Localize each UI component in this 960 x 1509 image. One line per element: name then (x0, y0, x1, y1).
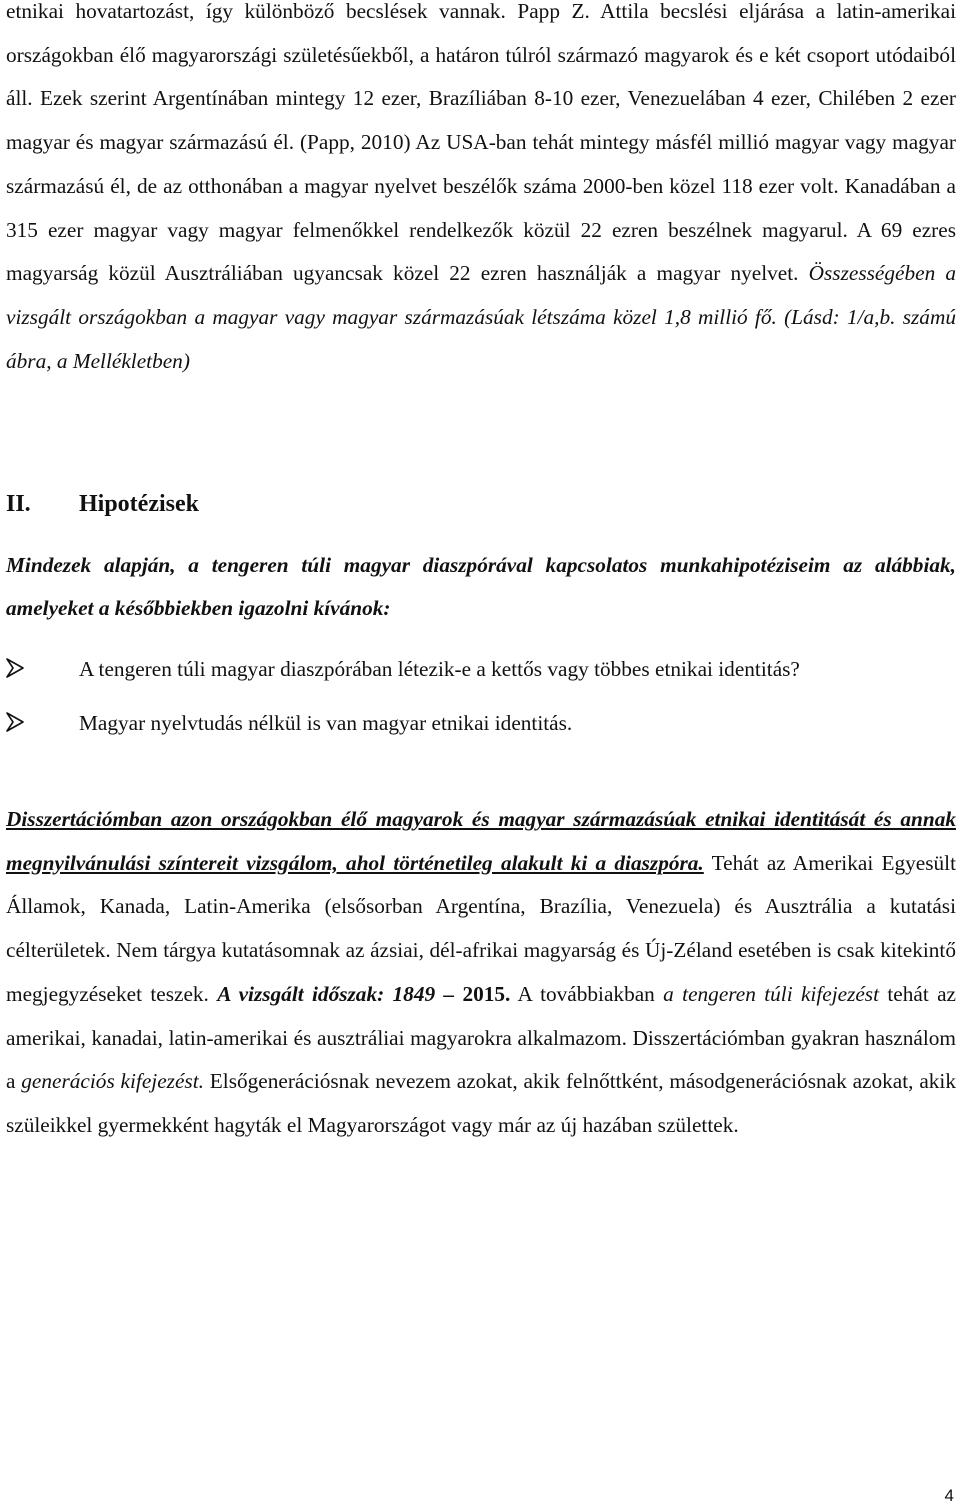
period-end-year: 2015. (462, 981, 511, 1006)
paragraph-text: Tehát az Amerikai Egyesült Államok, Kanada, Latin-Amerika (elsősorban Argentína, Brazília, Venezuela) és Ausztrália a kutatási célterületek. Nem tárgya kutatásomnak az ázsiai, dél-afrikai magyarság és Új-Zéland esetében is csak kitekintő megjegyzéseket teszek. (6, 850, 956, 1006)
paragraph-text: A továbbiakban (510, 981, 664, 1006)
paragraph-text: Elsőgenerációsnak nevezem azokat, akik felnőttként, másodgenerációsnak azokat, akik szüleikkel gyermekként hagyták el Magyarországot vagy már az új hazában születtek. (6, 1069, 956, 1137)
research-focus-text: Disszertációmban azon országokban élő magyarok és magyar származásúak etnikai identitását és annak megnyilvánulási színtereit vizsgálom, ahol történetileg alakult ki a diaszpóra. (6, 807, 956, 875)
section-title: Hipotézisek (79, 491, 199, 517)
section-heading (6, 484, 199, 524)
summary-italic-text: Összességében a vizsgált országokban a magyar vagy magyar származásúak létszáma közel 1,8 millió fő. (Lásd: 1/a,b. számú ábra, a Mellékletben) (6, 261, 956, 373)
arrowhead-bullet-icon (6, 658, 24, 678)
paragraph-diaspora-estimates (6, 0, 956, 383)
hypothesis-text: A tengeren túli magyar diaszpórában létezik-e a kettős vagy többes etnikai identitás? (79, 657, 800, 681)
arrowhead-bullet-icon (6, 712, 24, 732)
page-number: 4 (944, 1486, 954, 1505)
paragraph-research-scope (6, 798, 956, 1148)
hypothesis-text: Magyar nyelvtudás nélkül is van magyar etnikai identitás. (79, 711, 573, 735)
paragraph-text: tehát az amerikai, kanadai, latin-amerikai és ausztráliai magyarokra alkalmazom. Disszertációmban gyakran használom a (6, 981, 956, 1094)
section-number: II. (6, 491, 31, 517)
list-item (6, 696, 956, 750)
paragraph-text: etnikai hovatartozást, így különböző becslések vannak. Papp Z. Attila becslési eljárása a latin-amerikai országokban élő magyarországi születésűekből, a határon túlról származó magyarok és e két csoport utódaiból áll. Ezek szerint Argentínában mintegy 12 ezer, Brazíliában 8-10 ezer, Venezuelában 4 ezer, Chilében 2 ezer magyar és magyar származású él. (Papp, 2010) Az USA-ban tehát mintegy másfél millió magyar vagy magyar származású él, de az otthonában a magyar nyelvet beszélők száma 2000-ben közel 118 ezer volt. Kanadában a 315 ezer magyar vagy magyar felmenőkkel rendelkezők közül 22 ezren beszélnek magyarul. A 69 ezres magyarság közül Ausztráliában ugyancsak közel 22 ezren használják a magyar nyelvet. (6, 0, 956, 286)
term-overseas: a tengeren túli kifejezést (663, 981, 880, 1006)
list-item (6, 642, 956, 696)
hypotheses-intro: Mindezek alapján, a tengeren túli magyar diaszpórával kapcsolatos munkahipotéziseim az alábbiak, amelyeket a későbbiekben igazolni kívánok: (6, 553, 956, 620)
hypotheses-list (6, 642, 956, 750)
term-generational: generációs kifejezést. (21, 1069, 204, 1094)
period-label: A vizsgált időszak: 1849 – (217, 981, 463, 1006)
